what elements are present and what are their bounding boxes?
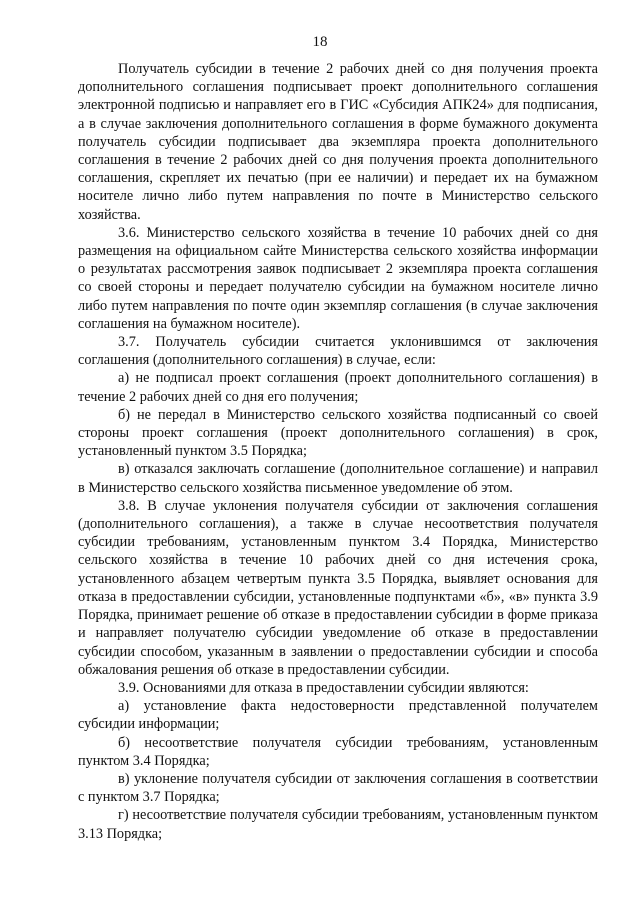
paragraph-signing-supplementary-agreement: Получатель субсидии в течение 2 рабочих дней со дня получения проекта дополнительного соглашения подписывает проект дополнительного соглашения электронной подписью и направляет его в ГИС «Субсидия АПК24» для подписания, а в случае заключения дополнительного соглашения в форме бумажного документа получатель субсидии подписывает два экземпляра проекта дополнительного соглашения в течение 2 рабочих дней со дня получения проекта дополнительного соглашения, скрепляет их печатью (при ее наличии) и передает их на бумажном носителе лично либо путем направления по почте в Министерство сельского хозяйства. [78, 61, 598, 223]
list-item-3-7-a: а) не подписал проект соглашения (проект дополнительного соглашения) в течение 2 рабочих дней со дня его получения; [78, 370, 598, 405]
paragraph-3-9: 3.9. Основаниями для отказа в предоставлении субсидии являются: [118, 679, 529, 696]
paragraph-3-6: 3.6. Министерство сельского хозяйства в течение 10 рабочих дней со дня размещения на официальном сайте Министерства сельского хозяйства информации о результатах рассмотрения заявок подписывает 2 экземпляра проекта соглашения со своей стороны и передает получателю субсидии на бумажном носителе лично либо путем направления по почте один экземпляр соглашения (в случае заключения соглашения на бумажном носителе). [78, 224, 598, 332]
list-item-3-7-b: б) не передал в Министерство сельского хозяйства подписанный со своей стороны проект соглашения (проект дополнительного соглашения) в срок, установленный пунктом 3.5 Порядка; [78, 406, 598, 460]
list-item-3-9-g: г) несоответствие получателя субсидии требованиям, установленным пунктом 3.13 Порядка; [78, 807, 598, 842]
document-body [78, 60, 598, 843]
paragraph-3-8: 3.8. В случае уклонения получателя субсидии от заключения соглашения (дополнительного соглашения), а также в случае несоответствия получателя субсидии требованиям, установленным пунктом 3.4 Порядка, Министерство сельского хозяйства в течение 10 рабочих дней со дня истечения срока, установленного абзацем четвертым пункта 3.5 Порядка, выявляет основания для отказа в предоставлении субсидии, установленные подпунктами «б», «в» пункта 3.9 Порядка, принимает решение об отказе в предоставлении субсидии в форме приказа и направляет получателю субсидии уведомление об отказе в предоставлении субсидии способом, указанным в заявлении о предоставлении субсидии и способа обжалования решения об отказе в предоставлении субсидии. [78, 497, 598, 678]
paragraph-3-7: 3.7. Получатель субсидии считается уклонившимся от заключения соглашения (дополнительного соглашения) в случае, если: [78, 334, 598, 369]
list-item-3-9-b: б) несоответствие получателя субсидии требованиям, установленным пунктом 3.4 Порядка; [78, 734, 598, 769]
list-item-3-9-v: в) уклонение получателя субсидии от заключения соглашения в соответствии с пунктом 3.7 Порядка; [78, 770, 598, 806]
list-item-3-9-a: а) установление факта недостоверности представленной получателем субсидии информации; [78, 698, 598, 733]
list-item-3-7-v: в) отказался заключать соглашение (дополнительное соглашение) и направил в Министерство сельского хозяйства письменное уведомление об этом. [78, 461, 598, 496]
page-number: 18 [312, 34, 328, 50]
